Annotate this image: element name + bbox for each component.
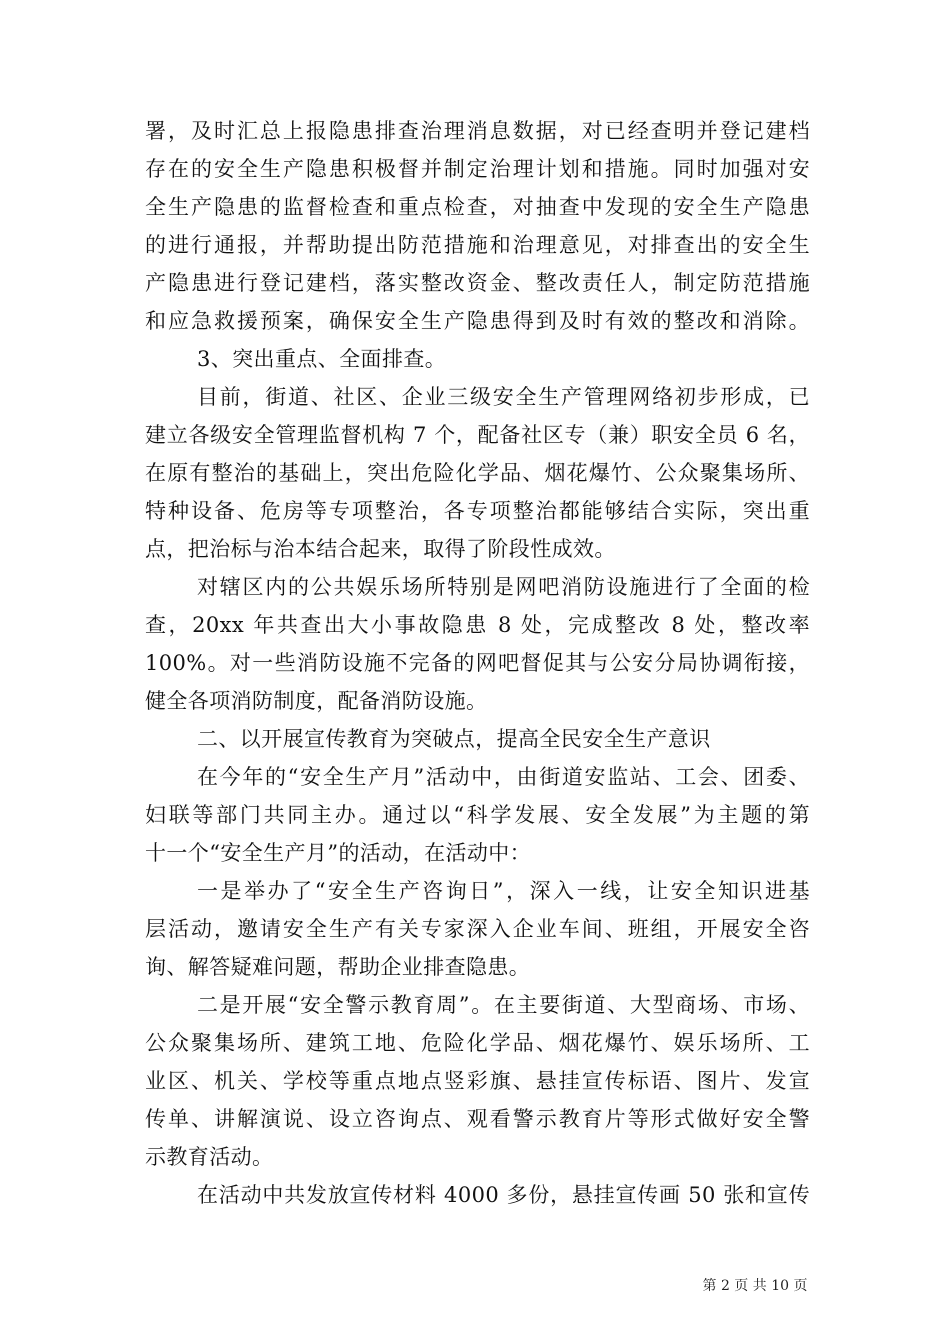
paragraph-line: 健全各项消防制度，配备消防设施。 bbox=[145, 689, 488, 713]
paragraph-line: 查，20xx 年共查出大小事故隐患 8 处，完成整改 8 处，整改率 bbox=[145, 613, 810, 637]
paragraph-line: 业区、机关、学校等重点地点竖彩旗、悬挂宣传标语、图片、发宣 bbox=[145, 1069, 810, 1093]
paragraph-line: 点，把治标与治本结合起来，取得了阶段性成效。 bbox=[145, 537, 616, 561]
paragraph-line: 在今年的“安全生产月”活动中，由街道安监站、工会、团委、 bbox=[197, 765, 810, 789]
paragraph-line: 和应急救援预案，确保安全生产隐患得到及时有效的整改和消除。 bbox=[145, 309, 810, 333]
paragraph-line: 妇联等部门共同主办。通过以“科学发展、安全发展”为主题的第 bbox=[145, 803, 810, 827]
paragraph-line: 对辖区内的公共娱乐场所特别是网吧消防设施进行了全面的检 bbox=[197, 575, 810, 599]
paragraph-line: 产隐患进行登记建档，落实整改资金、整改责任人，制定防范措施 bbox=[145, 271, 810, 295]
paragraph-line: 特种设备、危房等专项整治，各专项整治都能够结合实际，突出重 bbox=[145, 499, 810, 523]
paragraph-line: 全生产隐患的监督检查和重点检查，对抽查中发现的安全生产隐患 bbox=[145, 195, 810, 219]
paragraph-line: 的进行通报，并帮助提出防范措施和治理意见，对排查出的安全生 bbox=[145, 233, 810, 257]
paragraph-line: 二是开展“安全警示教育周”。在主要街道、大型商场、市场、 bbox=[197, 993, 810, 1017]
paragraph-line: 十一个“安全生产月”的活动，在活动中： bbox=[145, 841, 532, 865]
paragraph-line: 层活动，邀请安全生产有关专家深入企业车间、班组，开展安全咨 bbox=[145, 917, 810, 941]
section-heading: 3、突出重点、全面排查。 bbox=[197, 347, 447, 371]
paragraph-line: 公众聚集场所、建筑工地、危险化学品、烟花爆竹、娱乐场所、工 bbox=[145, 1031, 810, 1055]
document-body bbox=[145, 112, 810, 1214]
paragraph-line: 100%。对一些消防设施不完备的网吧督促其与公安分局协调衔接， bbox=[145, 651, 810, 675]
section-heading: 二、以开展宣传教育为突破点，提高全民安全生产意识 bbox=[197, 727, 711, 751]
paragraph-line: 目前，街道、社区、企业三级安全生产管理网络初步形成，已 bbox=[197, 385, 810, 409]
paragraph-line: 在原有整治的基础上，突出危险化学品、烟花爆竹、公众聚集场所、 bbox=[145, 461, 810, 485]
paragraph-line: 建立各级安全管理监督机构 7 个，配备社区专（兼）职安全员 6 名， bbox=[145, 423, 810, 447]
paragraph-line: 存在的安全生产隐患积极督并制定治理计划和措施。同时加强对安 bbox=[145, 157, 810, 181]
paragraph-line: 一是举办了“安全生产咨询日”，深入一线，让安全知识进基 bbox=[197, 879, 810, 903]
paragraph-line: 署，及时汇总上报隐患排查治理消息数据，对已经查明并登记建档 bbox=[145, 119, 810, 143]
page-number: 第 2 页 共 10 页 bbox=[702, 1278, 808, 1294]
paragraph-line: 传单、讲解演说、设立咨询点、观看警示教育片等形式做好安全警 bbox=[145, 1107, 810, 1131]
paragraph-line: 询、解答疑难问题，帮助企业排查隐患。 bbox=[145, 955, 531, 979]
paragraph-line: 在活动中共发放宣传材料 4000 多份，悬挂宣传画 50 张和宣传 bbox=[197, 1183, 810, 1207]
paragraph-line: 示教育活动。 bbox=[145, 1145, 274, 1169]
